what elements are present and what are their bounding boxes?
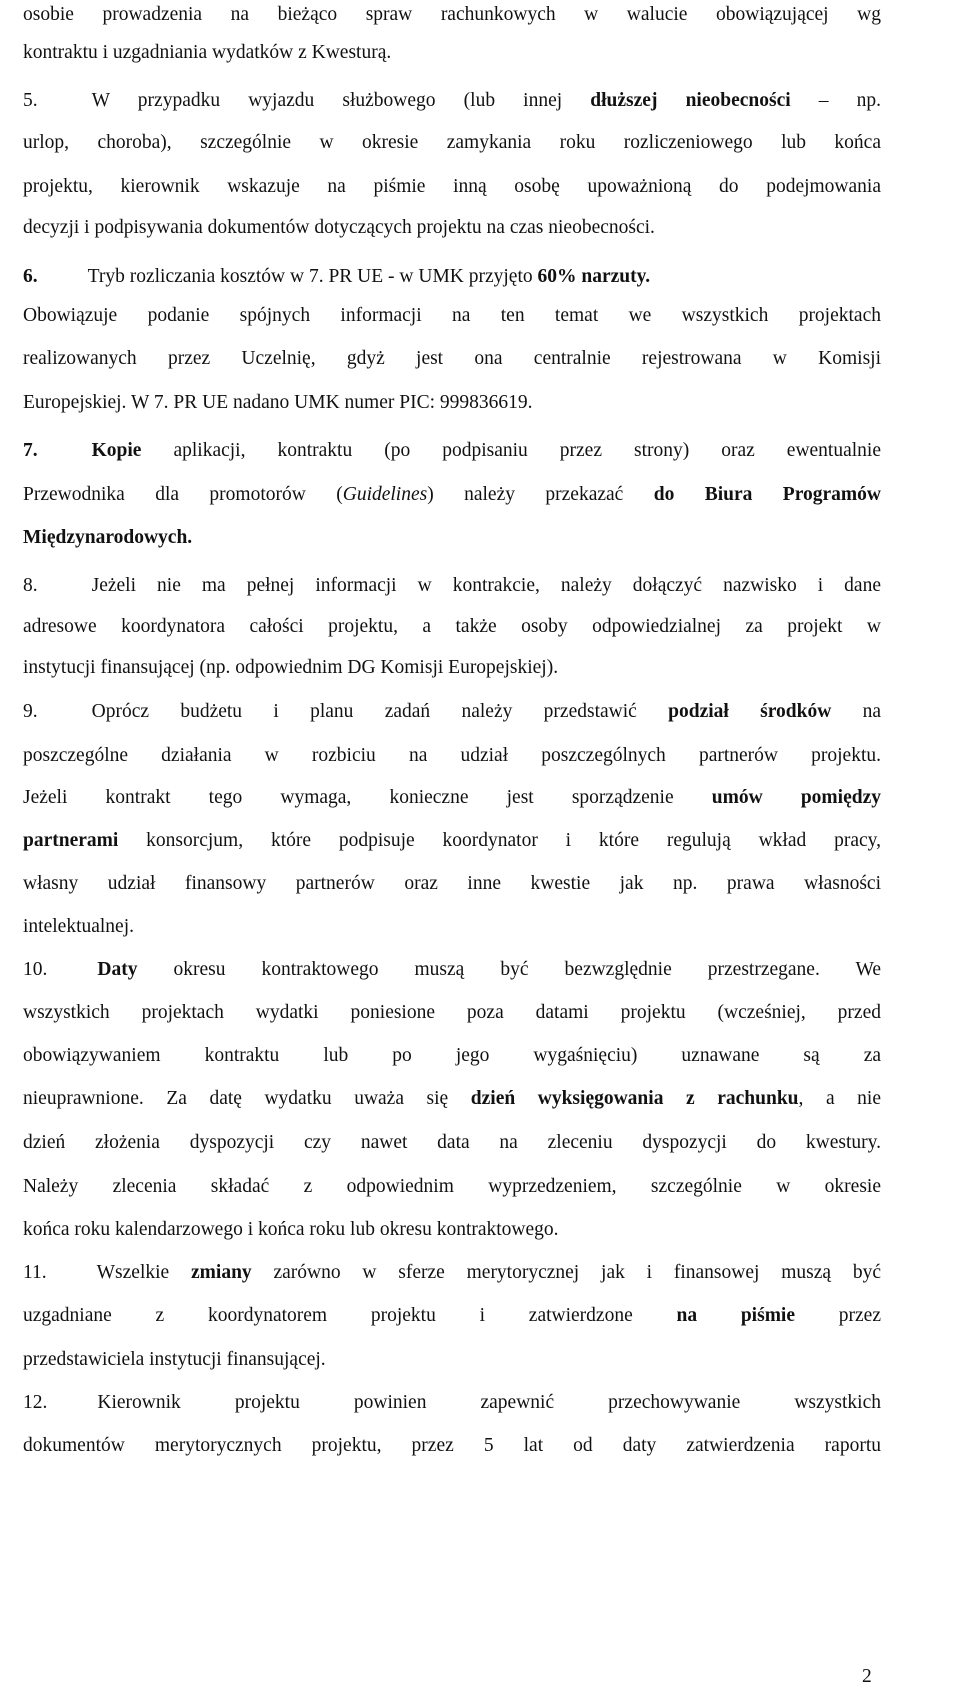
text-line: adresowe koordynatora całości projektu, a także osoby odpowiedzialnej za projekt w [23, 616, 881, 637]
list-item-10: 10. Daty okresu kontraktowego muszą być bezwzględnie przestrzegane. We [23, 959, 881, 980]
list-item-7: 7. Kopie aplikacji, kontraktu (po podpisaniu przez strony) oraz ewentualnie [23, 440, 881, 461]
list-item-9: 9. Oprócz budżetu i planu zadań należy przedstawić podział środków na [23, 701, 881, 722]
text-line: Obowiązuje podanie spójnych informacji na ten temat we wszystkich projektach [23, 305, 881, 326]
text-line: Przewodnika dla promotorów (Guidelines) należy przekazać do Biura Programów [23, 484, 881, 505]
text-line: projektu, kierownik wskazuje na piśmie inną osobę upoważnioną do podejmowania [23, 176, 881, 197]
text-line: dzień złożenia dyspozycji czy nawet data na zleceniu dyspozycji do kwestury. [23, 1132, 881, 1153]
list-item-12: 12. Kierownik projektu powinien zapewnić przechowywanie wszystkich [23, 1392, 881, 1413]
text-line: Jeżeli kontrakt tego wymaga, konieczne jest sporządzenie umów pomiędzy [23, 787, 881, 808]
text-line: osobie prowadzenia na bieżąco spraw rachunkowych w walucie obowiązującej wg [23, 4, 881, 25]
page-number: 2 [862, 1666, 872, 1687]
text-line: wszystkich projektach wydatki poniesione poza datami projektu (wcześniej, przed [23, 1002, 881, 1023]
text-line: nieuprawnione. Za datę wydatku uważa się dzień wyksięgowania z rachunku, a nie [23, 1088, 881, 1109]
text-line: uzgadniane z koordynatorem projektu i zatwierdzone na piśmie przez [23, 1305, 881, 1326]
text-line: dokumentów merytorycznych projektu, przez 5 lat od daty zatwierdzenia raportu [23, 1435, 881, 1456]
text-line: Należy zlecenia składać z odpowiednim wyprzedzeniem, szczególnie w okresie [23, 1176, 881, 1197]
item-number: 11. [23, 1262, 47, 1283]
item-number: 7. [23, 440, 38, 461]
text-line: decyzji i podpisywania dokumentów dotyczących projektu na czas nieobecności. [23, 217, 655, 238]
text-line: końca roku kalendarzowego i końca roku lub okresu kontraktowego. [23, 1219, 559, 1240]
list-item-5: 5. W przypadku wyjazdu służbowego (lub innej dłuższej nieobecności – np. [23, 90, 882, 111]
list-item-6: 6. Tryb rozliczania kosztów w 7. PR UE - w UMK przyjęto 60% narzuty. [23, 266, 651, 287]
item-number: 12. [23, 1392, 48, 1413]
text-line: urlop, choroba), szczególnie w okresie zamykania roku rozliczeniowego lub końca [23, 132, 881, 153]
text-line: realizowanych przez Uczelnię, gdyż jest ona centralnie rejestrowana w Komisji [23, 348, 881, 369]
text-line: Europejskiej. W 7. PR UE nadano UMK numer PIC: 999836619. [23, 392, 533, 413]
text-line: Międzynarodowych. [23, 527, 193, 548]
item-number: 5. [23, 90, 38, 111]
text-line: partnerami konsorcjum, które podpisuje koordynator i które regulują wkład pracy, [23, 830, 881, 851]
text-line: kontraktu i uzgadniania wydatków z Kwesturą. [23, 42, 392, 63]
text-line: intelektualnej. [23, 916, 135, 937]
item-number: 6. [23, 266, 38, 287]
item-number: 9. [23, 701, 38, 722]
item-number: 10. [23, 959, 48, 980]
text-line: własny udział finansowy partnerów oraz inne kwestie jak np. prawa własności [23, 873, 881, 894]
list-item-11: 11. Wszelkie zmiany zarówno w sferze merytorycznej jak i finansowej muszą być [23, 1262, 881, 1283]
text-line: obowiązywaniem kontraktu lub po jego wygaśnięciu) uznawane są za [23, 1045, 881, 1066]
item-number: 8. [23, 575, 38, 596]
list-item-8: 8. Jeżeli nie ma pełnej informacji w kontrakcie, należy dołączyć nazwisko i dane [23, 575, 881, 596]
text-line: poszczególne działania w rozbiciu na udział poszczególnych partnerów projektu. [23, 745, 881, 766]
text-line: instytucji finansującej (np. odpowiednim DG Komisji Europejskiej). [23, 657, 559, 678]
text-line: przedstawiciela instytucji finansującej. [23, 1349, 326, 1370]
